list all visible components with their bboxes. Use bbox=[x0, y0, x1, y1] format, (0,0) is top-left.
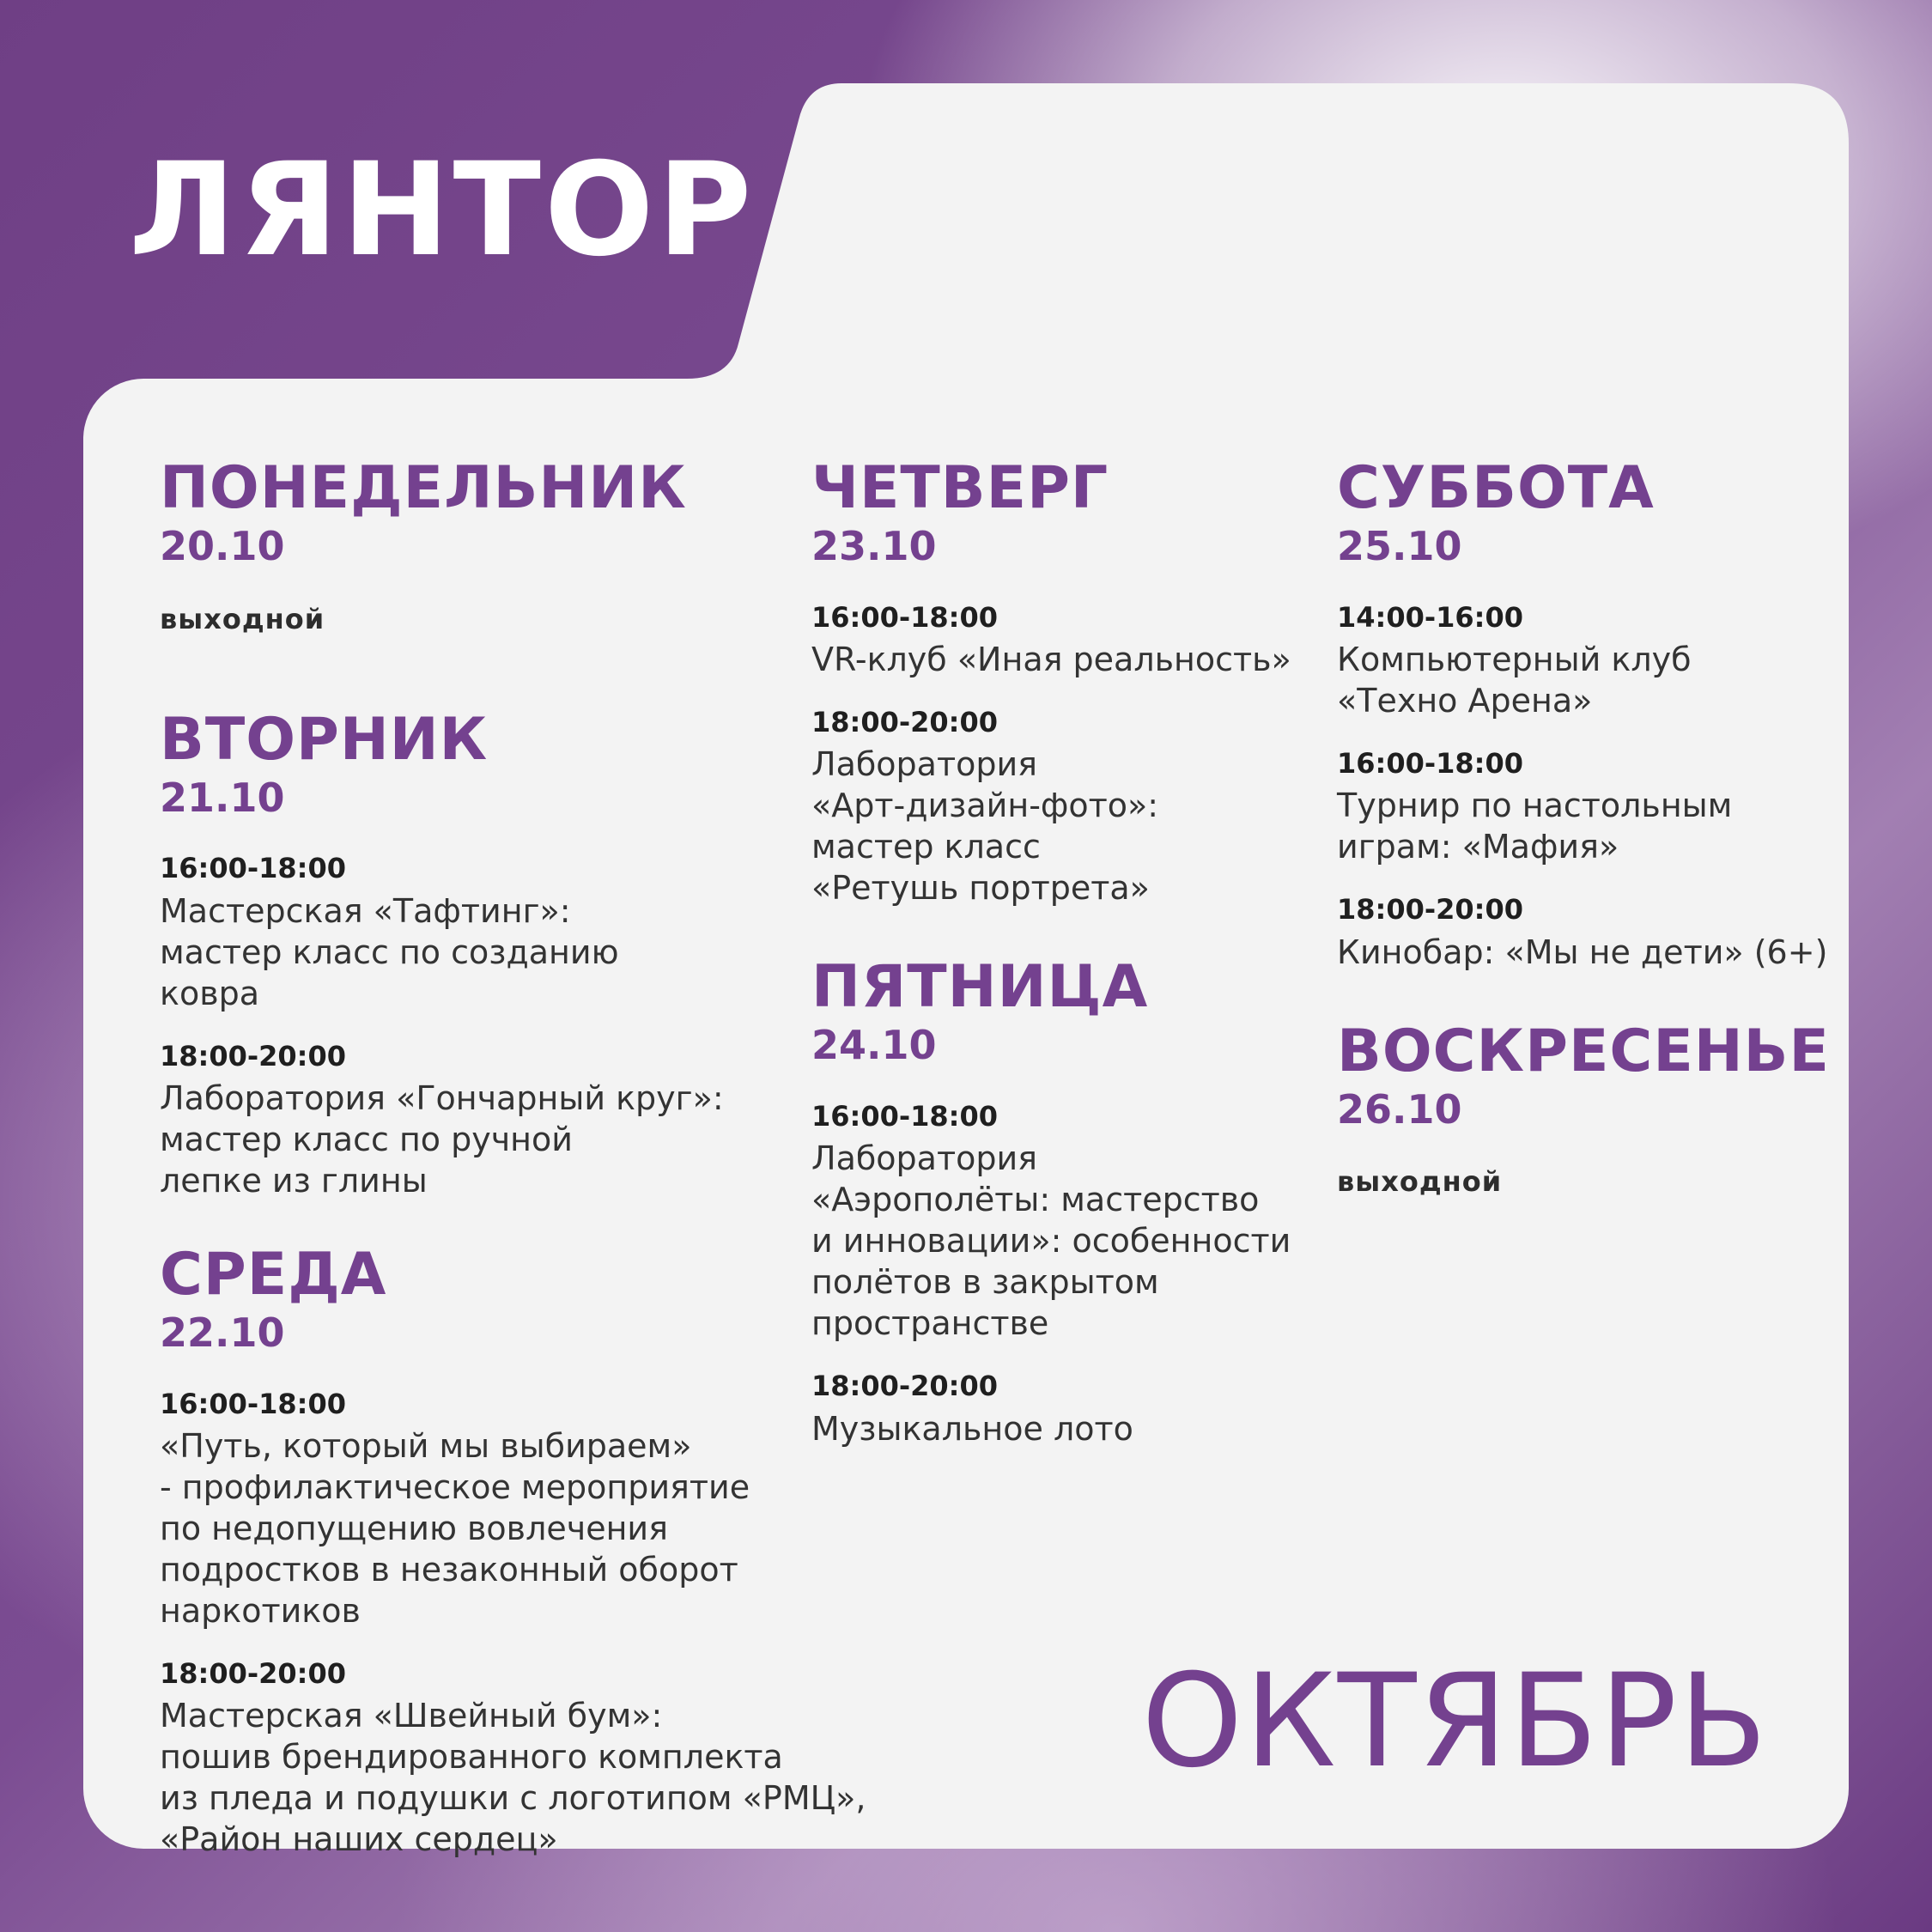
event-description: Компьютерный клуб «Техно Арена» bbox=[1337, 640, 1692, 720]
event-time: 16:00-18:00 bbox=[160, 1387, 346, 1420]
event-time: 16:00-18:00 bbox=[811, 600, 998, 634]
day-sunday bbox=[1337, 1017, 1852, 1199]
event-time: 18:00-20:00 bbox=[160, 1656, 346, 1690]
event-description: Мастерская «Тафтинг»: мастер класс по созданию ковра bbox=[160, 891, 619, 1012]
column-1 bbox=[160, 454, 866, 1860]
day-name: ПЯТНИЦА bbox=[811, 953, 1149, 1022]
event-item bbox=[811, 1370, 1464, 1449]
event-description: VR-клуб «Иная реальность» bbox=[811, 640, 1291, 678]
day-off-label: выходной bbox=[1337, 1165, 1503, 1199]
day-tuesday bbox=[160, 705, 812, 1201]
day-date: 25.10 bbox=[1337, 523, 1462, 569]
event-description: Лаборатория «Аэрополёты: мастерство и инновации»: особенности полётов в закрытом пространстве bbox=[811, 1139, 1291, 1343]
day-name: ПОНЕДЕЛЬНИК bbox=[160, 454, 687, 522]
day-name: ЧЕТВЕРГ bbox=[811, 454, 1109, 522]
event-description: Лаборатория «Гончарный круг»: мастер класс по ручной лепке из глины bbox=[160, 1078, 724, 1200]
day-date: 24.10 bbox=[811, 1022, 937, 1069]
event-time: 18:00-20:00 bbox=[1337, 893, 1523, 927]
day-off-label: выходной bbox=[160, 602, 325, 635]
day-date: 22.10 bbox=[160, 1309, 285, 1356]
event-item bbox=[160, 1656, 866, 1860]
column-3 bbox=[1337, 454, 1852, 1199]
event-description: Кинобар: «Мы не дети» (6+) bbox=[1337, 933, 1828, 971]
event-description: Мастерская «Швейный бум»: пошив брендированного комплекта из пледа и подушки с логотипом «РМЦ», «Район наших сердец» bbox=[160, 1697, 866, 1859]
day-date: 20.10 bbox=[160, 523, 285, 569]
event-description: Турнир по настольным играм: «Мафия» bbox=[1337, 787, 1733, 866]
month-label: ОКТЯБРЬ bbox=[1141, 1647, 1769, 1796]
day-name: ВОСКРЕСЕНЬЕ bbox=[1337, 1017, 1830, 1085]
event-item bbox=[1337, 893, 1852, 972]
event-time: 18:00-20:00 bbox=[160, 1039, 346, 1072]
day-date: 26.10 bbox=[1337, 1085, 1462, 1133]
event-item bbox=[160, 1388, 812, 1631]
event-item bbox=[160, 852, 812, 1013]
event-description: «Путь, который мы выбираем» - профилактическое мероприятие по недопущению вовлечения подростков в незаконный оборот наркотиков bbox=[160, 1426, 750, 1630]
event-time: 18:00-20:00 bbox=[811, 705, 998, 738]
event-time: 14:00-16:00 bbox=[1337, 600, 1523, 634]
event-item bbox=[1337, 601, 1852, 721]
event-time: 16:00-18:00 bbox=[160, 852, 346, 885]
event-time: 16:00-18:00 bbox=[811, 1099, 998, 1133]
day-date: 21.10 bbox=[160, 774, 285, 821]
event-time: 18:00-20:00 bbox=[811, 1370, 998, 1403]
event-time: 16:00-18:00 bbox=[1337, 746, 1523, 780]
day-wednesday bbox=[160, 1240, 866, 1860]
event-item bbox=[1337, 747, 1852, 867]
event-description: Лаборатория «Арт-дизайн-фото»: мастер класс «Ретушь портрета» bbox=[811, 745, 1159, 908]
day-name: СРЕДА bbox=[160, 1240, 387, 1309]
day-name: ВТОРНИК bbox=[160, 705, 489, 774]
day-monday bbox=[160, 454, 812, 635]
page-title: ЛЯНТОР bbox=[129, 136, 756, 285]
day-saturday bbox=[1337, 454, 1852, 973]
event-description: Музыкальное лото bbox=[811, 1409, 1133, 1448]
day-date: 23.10 bbox=[811, 523, 937, 569]
day-name: СУББОТА bbox=[1337, 454, 1655, 522]
event-item bbox=[160, 1040, 812, 1201]
